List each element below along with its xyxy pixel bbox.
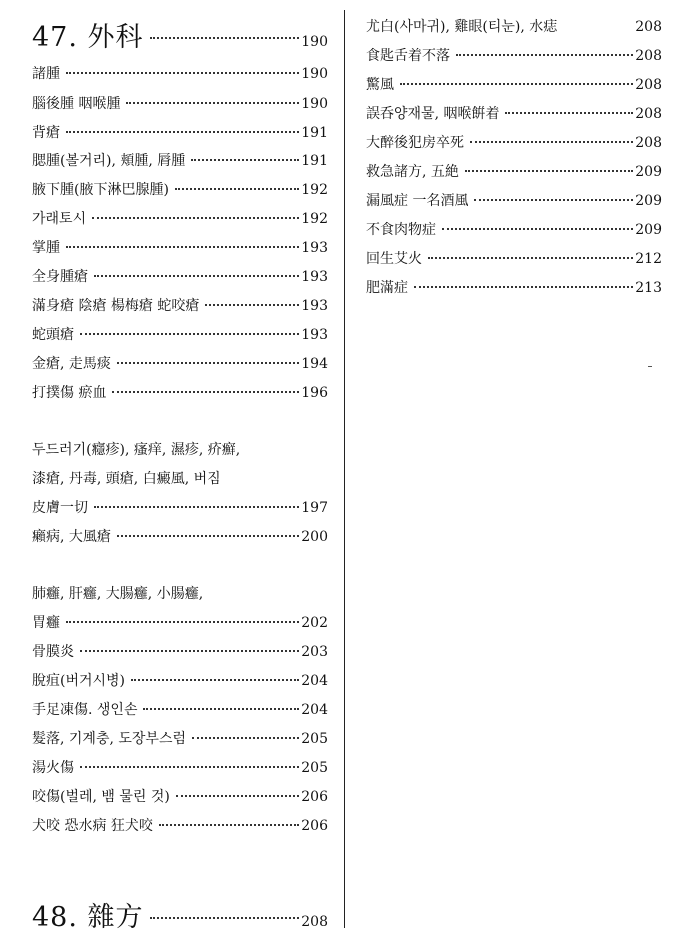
entry-label: 救急諸方, 五絶 bbox=[366, 164, 459, 180]
entry-page: 194 bbox=[301, 356, 328, 372]
toc-entry bbox=[32, 527, 328, 547]
toc-entry bbox=[32, 671, 328, 691]
leader-dots bbox=[456, 53, 633, 56]
leader-dots bbox=[66, 130, 299, 133]
entry-label: 手足凍傷. 생인손 bbox=[32, 702, 138, 718]
entry-page: 205 bbox=[301, 760, 328, 776]
entry-page: 192 bbox=[301, 211, 328, 227]
leader-dots bbox=[66, 245, 299, 248]
toc-entry bbox=[366, 46, 662, 66]
entry-label: 47. 外科 bbox=[32, 22, 144, 53]
leader-dots bbox=[442, 227, 633, 230]
toc-entry bbox=[366, 75, 662, 95]
entry-label: 犬咬 恐水病 狂犬咬 bbox=[32, 818, 153, 834]
entry-page: 208 bbox=[301, 914, 328, 930]
entry-label: 誤呑양재물, 咽喉餠着 bbox=[366, 106, 500, 122]
entry-label: 漏風症 一名酒風 bbox=[366, 193, 469, 209]
leader-dots bbox=[175, 187, 299, 190]
entry-label: 腦後腫 咽喉腫 bbox=[32, 96, 121, 112]
entry-label: 滿身瘡 陰瘡 楊梅瘡 蛇咬瘡 bbox=[32, 298, 200, 314]
entry-page: 208 bbox=[635, 77, 662, 93]
leader-dots bbox=[159, 823, 299, 826]
entry-label: 咬傷(벌레, 뱀 물린 것) bbox=[32, 789, 170, 805]
leader-dots bbox=[94, 505, 299, 508]
toc-entry bbox=[32, 642, 328, 662]
leader-dots bbox=[176, 794, 299, 797]
entry-page: 203 bbox=[301, 644, 328, 660]
column-divider bbox=[344, 10, 345, 928]
stray-mark bbox=[648, 366, 652, 367]
toc-entry bbox=[366, 133, 662, 153]
entry-page: 208 bbox=[635, 48, 662, 64]
leader-dots bbox=[400, 82, 633, 85]
leader-dots bbox=[563, 24, 633, 27]
entry-page: 200 bbox=[301, 529, 328, 545]
section-heading-48 bbox=[32, 902, 328, 938]
entry-label: 48. 雜方 bbox=[32, 902, 144, 933]
toc-entry bbox=[366, 191, 662, 211]
entry-label: 脫疽(버거시병) bbox=[32, 673, 126, 689]
leader-dots bbox=[66, 71, 299, 74]
entry-page: 190 bbox=[301, 96, 328, 112]
entry-page: 206 bbox=[301, 818, 328, 834]
toc-entry bbox=[32, 383, 328, 403]
entry-label: 回生艾火 bbox=[366, 251, 422, 267]
toc-subheading-line: 두드러기(癮疹), 瘙痒, 濕疹, 疥癬, bbox=[32, 442, 241, 458]
entry-label: 背瘡 bbox=[32, 125, 60, 141]
entry-page: 202 bbox=[301, 615, 328, 631]
entry-page: 197 bbox=[301, 500, 328, 516]
leader-dots bbox=[470, 140, 633, 143]
leader-dots bbox=[112, 390, 299, 393]
entry-label: 食匙舌着不落 bbox=[366, 48, 450, 64]
leader-dots bbox=[126, 101, 299, 104]
entry-label: 腮腫(볼거리), 頬腫, 脣腫 bbox=[32, 153, 186, 169]
entry-page: 206 bbox=[301, 789, 328, 805]
leader-dots bbox=[150, 36, 300, 39]
entry-label: 癩病, 大風瘡 bbox=[32, 529, 111, 545]
entry-label: 打撲傷 瘀血 bbox=[32, 385, 107, 401]
entry-page: 190 bbox=[301, 66, 328, 82]
entry-page: 204 bbox=[301, 673, 328, 689]
toc-entry bbox=[366, 162, 662, 182]
toc-entry bbox=[32, 613, 328, 633]
toc-entry bbox=[366, 278, 662, 298]
toc-entry bbox=[32, 123, 328, 143]
leader-dots bbox=[131, 678, 299, 681]
toc-entry bbox=[366, 104, 662, 124]
leader-dots bbox=[94, 274, 299, 277]
toc-entry bbox=[32, 209, 328, 229]
leader-dots bbox=[150, 916, 300, 919]
entry-page: 193 bbox=[301, 240, 328, 256]
entry-label: 髮落, 기계충, 도장부스럼 bbox=[32, 731, 186, 747]
entry-page: 190 bbox=[301, 34, 328, 50]
toc-entry bbox=[366, 17, 662, 37]
toc-entry bbox=[32, 498, 328, 518]
leader-dots bbox=[117, 361, 299, 364]
entry-page: 213 bbox=[635, 280, 662, 296]
leader-dots bbox=[192, 736, 299, 739]
entry-page: 193 bbox=[301, 269, 328, 285]
entry-label: 不食肉物症 bbox=[366, 222, 436, 238]
leader-dots bbox=[505, 111, 633, 114]
leader-dots bbox=[414, 285, 633, 288]
entry-page: 209 bbox=[635, 193, 662, 209]
toc-entry bbox=[32, 296, 328, 316]
leader-dots bbox=[205, 303, 299, 306]
entry-page: 191 bbox=[301, 125, 328, 141]
entry-page: 204 bbox=[301, 702, 328, 718]
toc-entry bbox=[32, 180, 328, 200]
entry-page: 209 bbox=[635, 222, 662, 238]
entry-page: 196 bbox=[301, 385, 328, 401]
toc-entry bbox=[32, 267, 328, 287]
entry-label: 가래토시 bbox=[32, 211, 87, 227]
leader-dots bbox=[80, 332, 299, 335]
entry-label: 金瘡, 走馬痰 bbox=[32, 356, 111, 372]
leader-dots bbox=[66, 620, 299, 623]
section-heading-47 bbox=[32, 22, 328, 58]
toc-entry bbox=[32, 238, 328, 258]
toc-entry bbox=[366, 220, 662, 240]
entry-label: 湯火傷 bbox=[32, 760, 74, 776]
leader-dots bbox=[191, 158, 299, 161]
toc-entry bbox=[32, 64, 328, 84]
toc-subheading-line: 肺癰, 肝癰, 大腸癰, 小腸癰, bbox=[32, 586, 204, 602]
leader-dots bbox=[117, 534, 299, 537]
entry-label: 諸腫 bbox=[32, 66, 60, 82]
entry-label: 掌腫 bbox=[32, 240, 60, 256]
leader-dots bbox=[465, 169, 633, 172]
toc-entry bbox=[32, 816, 328, 836]
leader-dots bbox=[143, 707, 299, 710]
leader-dots bbox=[474, 198, 633, 201]
toc-entry bbox=[32, 354, 328, 374]
entry-page: 208 bbox=[635, 135, 662, 151]
leader-dots bbox=[92, 216, 299, 219]
entry-page: 209 bbox=[635, 164, 662, 180]
leader-dots bbox=[428, 256, 633, 259]
entry-label: 皮膚一切 bbox=[32, 500, 88, 516]
leader-dots bbox=[80, 765, 299, 768]
entry-label: 肥滿症 bbox=[366, 280, 408, 296]
entry-label: 蛇頭瘡 bbox=[32, 327, 74, 343]
toc-entry bbox=[32, 325, 328, 345]
toc-subheading-line: 漆瘡, 丹毒, 頭瘡, 白癜風, 버짐 bbox=[32, 471, 221, 487]
entry-label: 腋下腫(腋下淋巴腺腫) bbox=[32, 182, 169, 198]
toc-entry bbox=[32, 758, 328, 778]
entry-page: 208 bbox=[635, 19, 662, 35]
entry-page: 212 bbox=[635, 251, 662, 267]
leader-dots bbox=[80, 649, 299, 652]
entry-page: 208 bbox=[635, 106, 662, 122]
entry-label: 驚風 bbox=[366, 77, 394, 93]
entry-label: 胃癰 bbox=[32, 615, 60, 631]
entry-page: 193 bbox=[301, 327, 328, 343]
toc-entry bbox=[32, 787, 328, 807]
toc-entry bbox=[32, 700, 328, 720]
entry-label: 尤白(사마귀), 雞眼(티눈), 水痣 bbox=[366, 19, 558, 35]
toc-entry bbox=[32, 729, 328, 749]
entry-label: 大醉後犯房卒死 bbox=[366, 135, 464, 151]
entry-page: 193 bbox=[301, 298, 328, 314]
entry-page: 191 bbox=[301, 153, 328, 169]
entry-page: 205 bbox=[301, 731, 328, 747]
entry-label: 骨膜炎 bbox=[32, 644, 74, 660]
toc-entry bbox=[366, 249, 662, 269]
toc-entry bbox=[32, 151, 328, 171]
entry-page: 192 bbox=[301, 182, 328, 198]
entry-label: 全身腫瘡 bbox=[32, 269, 88, 285]
toc-entry bbox=[32, 94, 328, 114]
